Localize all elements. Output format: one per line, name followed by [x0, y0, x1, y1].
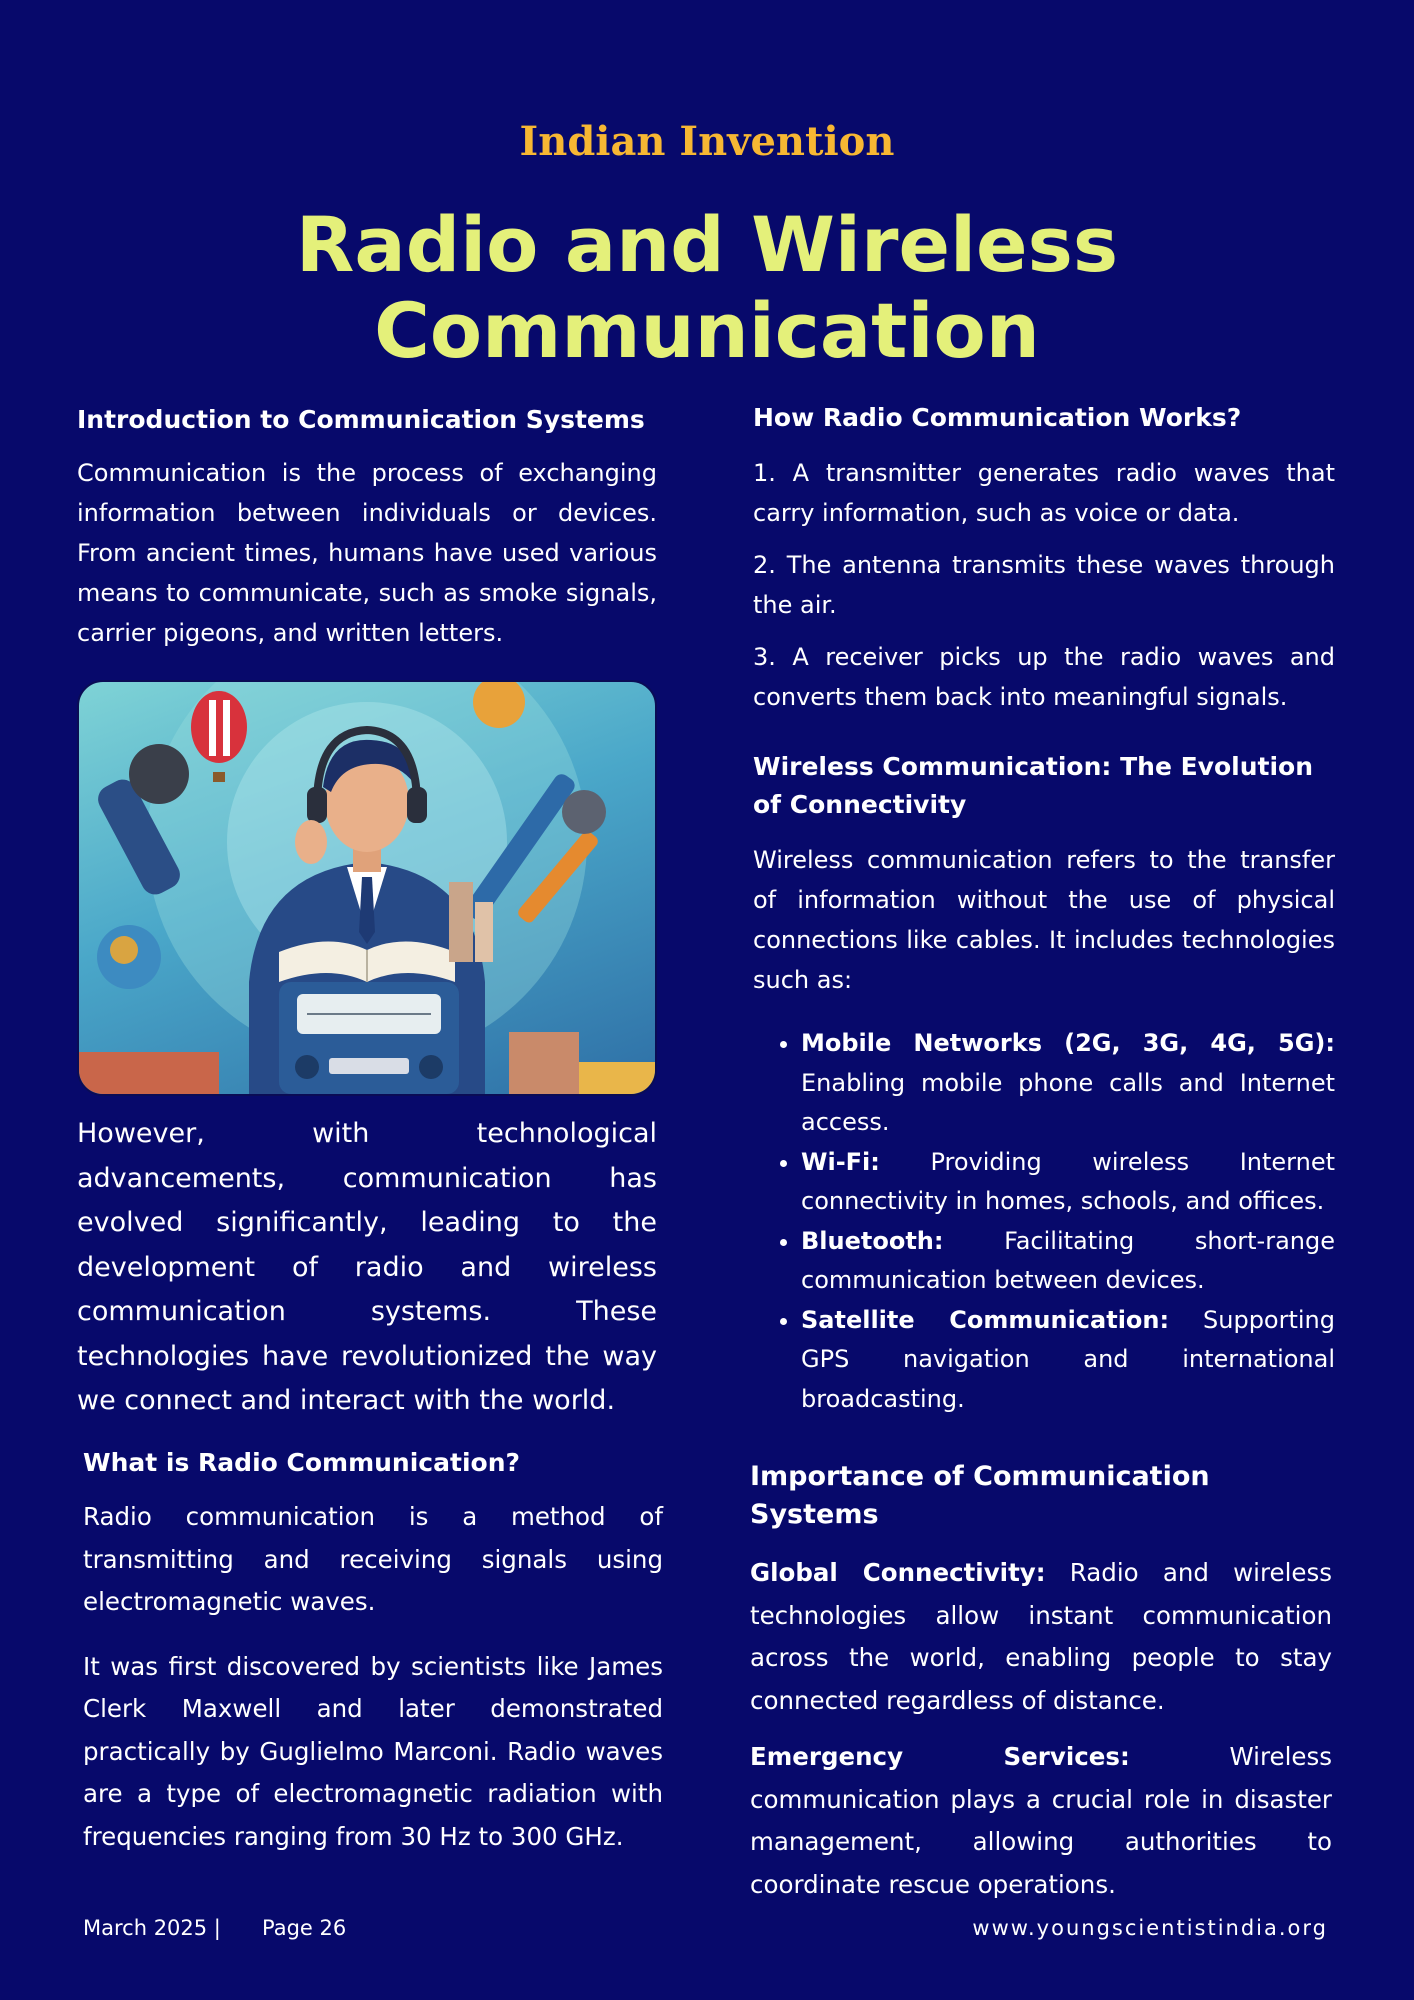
title-line-1: Radio and Wireless — [295, 200, 1119, 289]
list-item — [801, 1222, 1335, 1301]
tech-list — [753, 1024, 1335, 1419]
importance-heading: Importance of Communication Systems — [750, 1461, 1210, 1530]
list-item — [801, 1301, 1335, 1420]
intro-paragraph: Communication is the process of exchanging information between individuals or devices. From ancient times, humans have used various means to communicate, such as smoke signals, carrier pigeons, and written letters. — [77, 459, 657, 647]
radio-paragraph-1: Radio communication is a method of transmitting and receiving signals using electromagnetic waves. — [83, 1502, 663, 1616]
tech-desc: Enabling mobile phone calls and Internet access. — [801, 1068, 1335, 1136]
list-item — [801, 1143, 1335, 1222]
intro-section — [77, 401, 657, 653]
title-line-2: Communication — [374, 286, 1040, 375]
section-kicker: Indian Invention — [519, 118, 895, 165]
step-3: 3. A receiver picks up the radio waves and converts them back into meaningful signals. — [753, 643, 1335, 711]
how-heading: How Radio Communication Works? — [753, 403, 1242, 432]
step-2: 2. The antenna transmits these waves through the air. — [753, 551, 1335, 619]
wireless-section — [753, 748, 1335, 1419]
how-section — [753, 399, 1335, 717]
radio-paragraph-2: It was first discovered by scientists like James Clerk Maxwell and later demonstrated practically by Guglielmo Marconi. Radio waves are a type of electromagnetic radiation with frequencies ranging from 30 Hz to 300 GHz. — [83, 1651, 663, 1851]
radio-heading: What is Radio Communication? — [83, 1448, 520, 1477]
emergency-text: Wireless communication plays a crucial role in disaster management, allowing authorities to coordinate rescue operations. — [750, 1742, 1332, 1899]
tech-name: Mobile Networks (2G, 3G, 4G, 5G): — [801, 1029, 1335, 1057]
global-label: Global Connectivity: — [750, 1558, 1046, 1587]
tech-desc: Supporting GPS navigation and international broadcasting. — [801, 1305, 1335, 1413]
emergency-label: Emergency Services: — [750, 1742, 1130, 1771]
however-section — [77, 1112, 657, 1424]
footer-page: Page 26 — [262, 1916, 347, 1940]
page-title — [0, 202, 1414, 374]
tech-desc: Providing wireless Internet connectivity in homes, schools, and offices. — [801, 1147, 1335, 1215]
tech-name: Satellite Communication: — [801, 1305, 1170, 1334]
tech-name: Bluetooth: — [801, 1226, 944, 1255]
importance-section — [750, 1458, 1332, 1906]
footer-url[interactable]: www.youngscientistindia.org — [972, 1916, 1328, 1940]
intro-heading: Introduction to Communication Systems — [77, 405, 645, 434]
radio-section — [83, 1444, 663, 1858]
tech-name: Wi-Fi: — [801, 1147, 880, 1176]
wireless-heading: Wireless Communication: The Evolution of Connectivity — [753, 752, 1314, 819]
global-paragraph — [750, 1552, 1332, 1722]
emergency-paragraph — [750, 1736, 1332, 1906]
global-text: Radio and wireless technologies allow instant communication across the world, enabling people to stay connected regardless of distance. — [750, 1558, 1332, 1715]
tech-desc: Facilitating short-range communication between devices. — [801, 1226, 1335, 1294]
however-paragraph: However, with technological advancements, communication has evolved significantly, leading to the development of radio and wireless communication systems. These technologies have revolutionized the way we connect and interact with the world. — [77, 1118, 657, 1416]
wireless-paragraph: Wireless communication refers to the transfer of information without the use of physical connections like cables. It includes technologies such as: — [753, 846, 1335, 994]
communication-illustration — [77, 680, 657, 1096]
list-item — [801, 1024, 1335, 1143]
illustration-icon — [79, 682, 655, 1094]
footer-date: March 2025 | — [83, 1916, 221, 1940]
step-1: 1. A transmitter generates radio waves that carry information, such as voice or data. — [753, 459, 1335, 527]
